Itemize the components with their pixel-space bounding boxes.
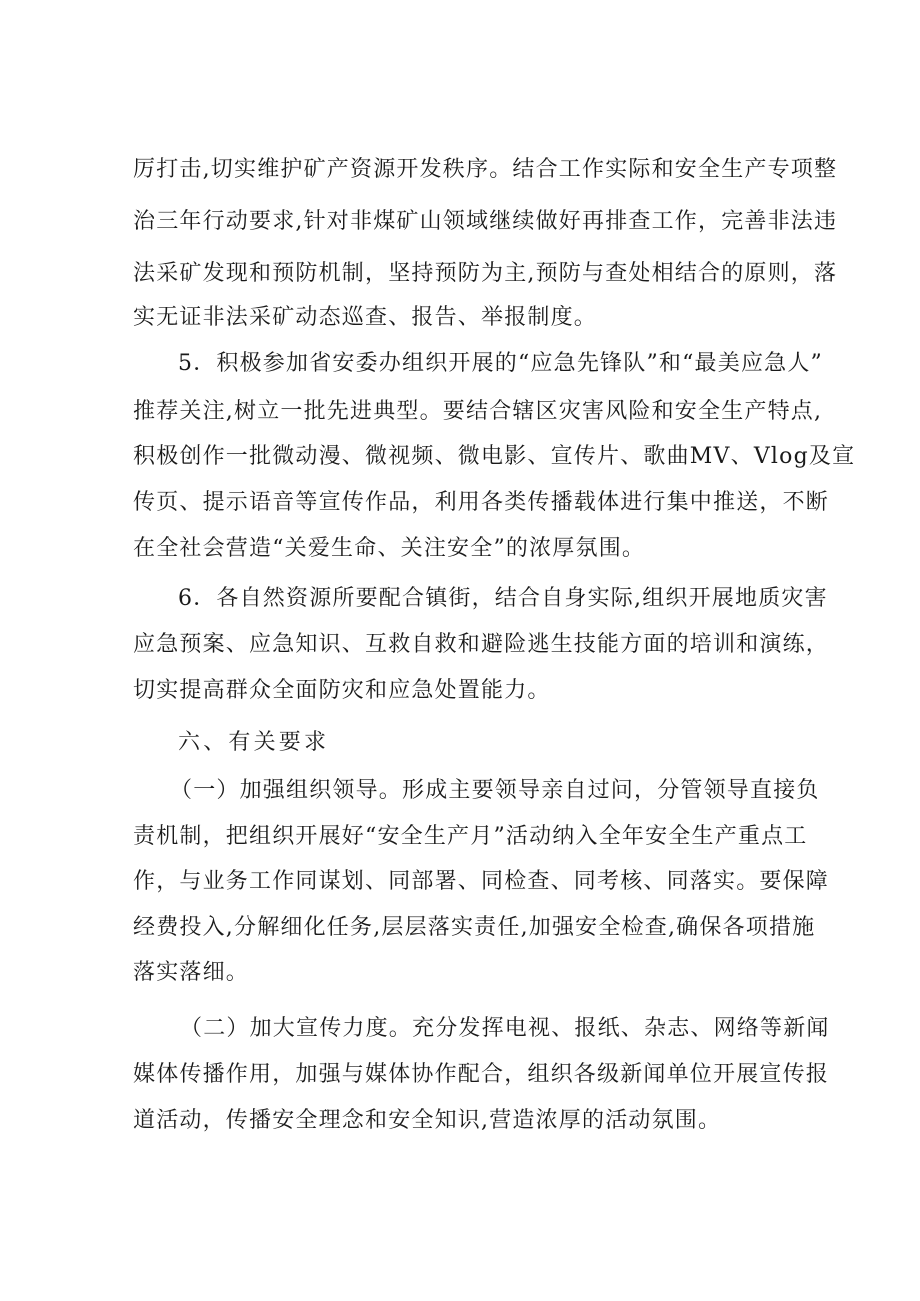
text-line: 法采矿发现和预防机制，坚持预防为主,预防与查处相结合的原则，落 [133,261,838,286]
text-line: 应急预案、应急知识、互救自救和避险逃生技能方面的培训和演练， [133,632,830,657]
text-line: 责机制，把组织开展好“安全生产月”活动纳入全年安全生产重点工 [133,824,808,849]
subsection-2-line: （二）加大宣传力度。充分发挥电视、报纸、杂志、网络等新闻 [180,1016,830,1041]
subsection-1-line: （一）加强组织领导。形成主要领导亲自过问，分管领导直接负 [170,778,820,803]
text-line: 厉打击,切实维护矿产资源开发秩序。结合工作实际和安全生产专项整 [133,157,838,182]
text-line: 推荐关注,树立一批先进典型。要结合辖区灾害风险和安全生产特点, [133,399,823,424]
text-line: 媒体传播作用，加强与媒体协作配合，组织各级新闻单位开展宣传报 [133,1062,830,1087]
text-line: 作，与业务工作同谋划、同部署、同检查、同考核、同落实。要保障 [133,869,830,894]
text-line: 经费投入,分解细化任务,层层落实责任,加强安全检查,确保各项措施 [133,915,816,940]
text-line: 治三年行动要求,针对非煤矿山领域继续做好再排查工作，完善非法违 [133,209,838,234]
text-line: 实无证非法采矿动态巡查、报告、举报制度。 [133,305,598,330]
text-line: 道活动，传播安全理念和安全知识,营造浓厚的活动氛围。 [133,1108,722,1133]
section-heading: 六、有关要求 [178,730,330,755]
text-line: 积极创作一批微动漫、微视频、微电影、宣传片、歌曲MV、Vlog及宣 [133,444,856,469]
text-line: 切实提高群众全面防灾和应急处置能力。 [133,678,551,703]
item-5-heading-line: 5．积极参加省安委办组织开展的“应急先锋队”和“最美应急人” [178,351,823,376]
text-line: 传页、提示语音等宣传作品，利用各类传播载体进行集中推送，不断 [133,490,830,515]
text-line: 落实落细。 [133,960,250,985]
text-line: 在全社会营造“关爱生命、关注安全”的浓厚氛围。 [133,536,646,561]
item-6-heading-line: 6．各自然资源所要配合镇街，结合自身实际,组织开展地质灾害 [178,586,828,611]
